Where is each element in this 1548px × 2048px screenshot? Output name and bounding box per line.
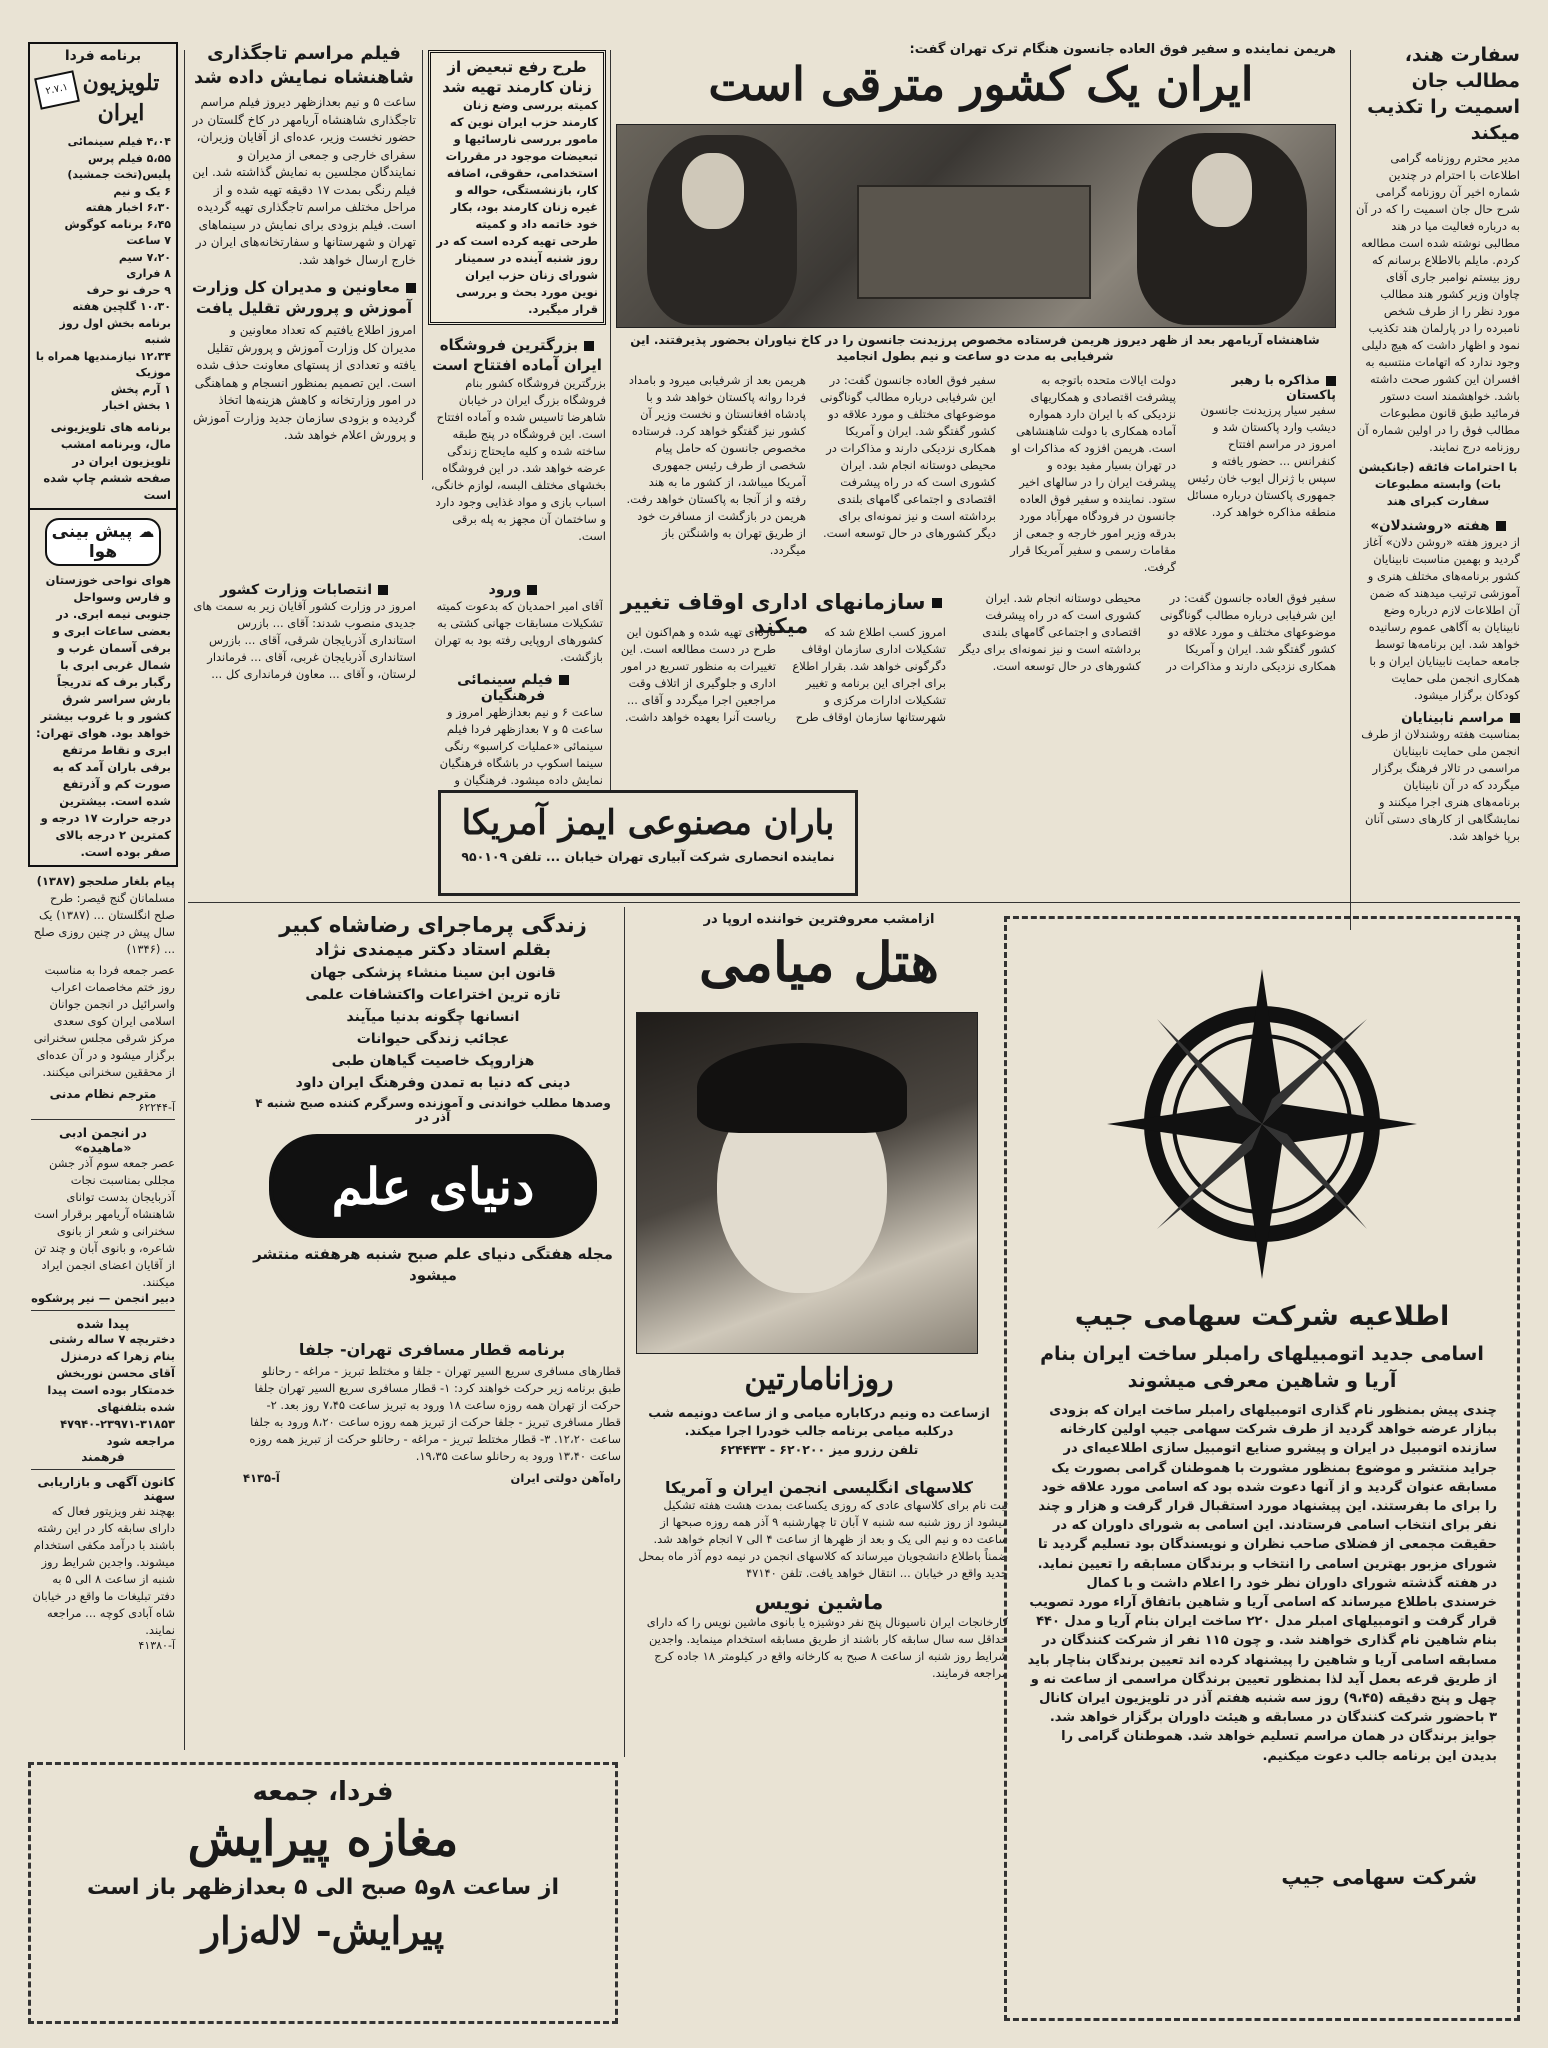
film-headline: فیلم مراسم تاجگذاری شاهنشاه نمایش داده شد bbox=[194, 43, 414, 88]
main-sub-text: سفیر سیار پرزیدنت جانسون دیشب وارد پاکستان شد و امروز در مراسم افتتاح کنفرانس ... حضور یافته و سپس با ژنرال ایوب خان رئیس جمهوری پاکستان درباره مسائل منطقه مذاکره خواهد کرد. bbox=[1186, 403, 1336, 519]
main-text-b: سفیر فوق العاده جانسون گفت: در این شرفیابی درباره مطالب گوناگونی موضوعهای مختلف و مورد علاقه دو کشور گفتگو شد. ایران و آمریکا همکاری نزدیکی دارند و مذاکرات در محیطی دوستانه انجام شد. ایران کشوری است که در راه پیشرفت اقتصادی و اجتماعی گامهای بلندی برداشته است و نیز نمونه‌ای برای دیگر کشورهای در حال توسعه است. bbox=[819, 373, 996, 540]
weather-box bbox=[28, 510, 178, 867]
blind-headline bbox=[1356, 710, 1520, 726]
tv-note: برنامه های تلویزیونی مال، وبرنامه امشب تلویزیون ایران در صفحه ششم چاپ شده است bbox=[43, 419, 171, 502]
tv-schedule-item: ۸ فراری bbox=[126, 267, 171, 280]
tv-schedule-item: ۱ بخش اخبار bbox=[102, 399, 171, 412]
science-subtitle: بقلم استاد دکتر میمندی نژاد bbox=[315, 940, 551, 960]
classified-text: بهچند نفر ویزیتور فعال که دارای سابقه کار در این رشته باشند با درآمد مکفی استخدام میشوند. واجدین شرایط روز شنبه از ساعت ۸ الی ۵ به دفتر تبلیغات ما واقع در خیابان شاه آبادی کوچه ... مراجعه نمایند. bbox=[32, 1503, 175, 1637]
main-sub-head bbox=[1186, 372, 1336, 402]
compass-logo bbox=[1097, 959, 1427, 1289]
tv-header: برنامه فردا bbox=[64, 48, 142, 64]
blind-headline-label: مراسم نابینایان bbox=[1401, 710, 1504, 726]
blind-text: بمناسبت هفته روشندلان از طرف انجمن ملی حمایت نابینایان مراسمی در تالار فرهنگ برگزار میگردد که در آن نابینایان برنامه‌های هنری اجرا میکنند و نمایشگاهی از کارهای دستی آنان برپا خواهد شد. bbox=[1361, 727, 1520, 843]
appoint-text: امروز در وزارت کشور آقایان زیر به سمت های جدیدی منصوب شدند: آقای ... بازرس استانداری آذربایجان شرقی، آقای ... بازرس استانداری آذربایجان غربی، آقای ... فرماندار لرستان، و آقای ... معاون فرمانداری کل ... bbox=[193, 599, 416, 681]
newspaper-page bbox=[28, 22, 1520, 2026]
miami-kicker: ازامشب معروفترین خواننده اروپا در bbox=[703, 912, 935, 927]
classified-title: کانون آگهی و بازاریابی سهند bbox=[37, 1474, 175, 1503]
entry-headline-label: ورود bbox=[488, 582, 522, 598]
tv-icon: ۲.۷.۱ bbox=[34, 70, 80, 110]
jeep-sign: شرکت سهامی جیپ bbox=[1281, 1865, 1477, 1889]
tv-logo: تلویزیون ایران bbox=[82, 70, 160, 126]
main-text-a: هریمن بعد از شرفیابی میرود و بامداد فردا روانه پاکستان خواهد شد و با پادشاه افغانستان و نخست وزیر آن کشور نیز گفتگو خواهد کرد. فرستاده مخصوص جانسون که حامل پیام شخصی از طرف رئیس جمهوری آمریکا میباشد، از کشور ما به هند رفته و از آنجا به پاکستان خواهد رفت. هریمن در بازگشت از مسافرت خود از طریق تهران به واشنگتن باز میگردد. bbox=[626, 373, 806, 557]
salon-line3: از ساعت ۸و۵ صبح الی ۵ بعدازظهر باز است bbox=[86, 1875, 560, 1900]
cloud-icon: ☁ bbox=[138, 521, 155, 541]
birth-title: پیام بلغار صلحجو (۱۳۸۷) bbox=[36, 873, 175, 888]
entry-text: آقای امیر احمدیان که بدعوت کمیته تشکیلات مسابقات جهانی کشتی به کشورهای اروپایی رفته بود به تهران بازگشت. bbox=[434, 599, 603, 664]
weather-text: هوای نواحی خوزستان و فارس وسواحل جنوبی نیمه ابری. در بعضی ساعات ابری و برفی آسمان غرب و شمال غربی ابری با رگبار برف که تدریجاً بارش سراسر شرق کشور و با غروب بیشتر خواهد بود. هوای تهران: ابری و نقاط مرتفع برفی باران آمد که به صورت کم و آذرتفع شده است. بیشترین درجه حرارت ۱۷ درجه و کمترین ۲ درجه بالای صفر بوده است. bbox=[36, 572, 171, 859]
tv-schedule-item: ۴،۰۴ فیلم سینمائی bbox=[67, 135, 171, 148]
salon-line2: مغازه پیرایش bbox=[187, 1811, 459, 1867]
women-box bbox=[428, 50, 606, 325]
science-line: قانون ابن سینا منشاء پزشکی جهان bbox=[310, 965, 556, 981]
film-text: ساعت ۵ و نیم بعدازظهر دیروز فیلم مراسم تاجگذاری شاهنشاه آریامهر در کاخ گلستان در حضور نخست وزیر، عده‌ای از آقایان وزیران، سفرای خارجی و جمعی از مدیران و نمایندگان مجلسین به نمایش گذاشته شد. این فیلم رنگی بمدت ۱۷ دقیقه تهیه شده و از مراحل مختلف مراسم تاجگذاری تهیه گردیده است. فیلم بزودی برای نمایش در سینماهای تهران و شهرستانها و سفارتخانه‌های ایران در خارج ارسال خواهد شد. bbox=[192, 95, 416, 267]
tv-schedule-list bbox=[35, 134, 171, 415]
rain-ad-title: باران مصنوعی ایمز آمریکا bbox=[461, 803, 835, 843]
entry-headline bbox=[423, 582, 603, 598]
deputy-headline bbox=[192, 277, 416, 319]
miami-singer: روزانامارتین bbox=[744, 1362, 894, 1397]
typist-title: ماشین نویس bbox=[754, 1590, 884, 1614]
photo-radio bbox=[857, 185, 1091, 299]
train-text: قطارهای مسافری سریع السیر تهران - جلفا و مختلط تبریز - مراغه - رحانلو طبق برنامه زیر حرکت خواهند کرد: ۱- قطار مسافری سریع السیر تهران جلفا حرکت از تهران همه روزه ساعت ۱۸ ورود به تبریز ساعت ۷،۴۵ روز بعد. ۲- قطار مسافری تبریز - جلفا حرکت از تبریز همه روزه ساعت ۸،۲۰ ورود به جلفا ساعت ۱۲،۲۰. ۳- قطار مختلط تبریز - مراغه - رحانلو حرکت از تبریز همه روزه ساعت ۱۳،۴۰ ورود به رحانلو ساعت ۱۹،۳۵. bbox=[249, 1364, 621, 1463]
tv-schedule-item: ۶ یک و نیم bbox=[113, 184, 171, 198]
jeep-text: چندی پیش بمنظور نام گذاری اتومبیلهای رامبلر ساخت ایران که بزودی ببازار عرضه خواهد گردید از طرف شرکت سهامی جیپ اولین کارخانه سازنده اتومبیل در ایران و پیشرو صنایع اتومبیل سازی اطلاعیه‌ای در جراید منتشر و موضوع بمنظور مشورت با هموطنان گرامی بصورت یک مسابقه عنوان گردید و از آنها دعوت شده بود که اسامی مورد علاقه خود را برای ما بفرستند. این پیشنهاد مورد استقبال قرار گرفت و هزار و چند نفر برای انتخاب اسامی فرستادند. این اسامی به شورای داوران که در حقیقت مجمعی از فضلای صاحب نظران و نویسندگان بود تسلیم گردید تا شورای مزبور بهترین اسامی را انتخاب و برندگان مسابقه را تعیین نماید. در هفته گذشته شورای داوران نظر خود را اعلام داشت و با کمال خرسندی باطلاع میرساند که اسامی آریا و شاهین باتفاق آراء مورد تصویب قرار گرفت و اتومبیلهای امبلر مدل ۲۲۰ ساخت ایران بنام آریا و مدل ۴۴۰ بنام شاهین نام گذاری خواهند شد. و چون ۱۱۵ نفر از شرکت کنندگان در مسابقه اسامی آریا و شاهین را پیشنهاد کرده اند تعیین برندگان بناچار باید از طریق قرعه بعمل آید لذا بمنظور تعیین برندگان مراسمی از ساعت نه و چهل و پنج دقیقه (۹،۴۵) روز سه شنبه هفتم آذر در تلویزیون ایران کانال ۳ باحضور شرکت کنندگان در مسابقه و هیئت داوران برگزار خواهد شد. جوایز برندگان در همان مراسم تسلیم خواهد شد. هموطنان گرامی را بدیدن این برنامه جالب دعوت میکنیم. bbox=[1027, 1403, 1497, 1764]
found-title: پیدا شده bbox=[76, 1315, 130, 1331]
rain-ad-subtitle: نماینده انحصاری شرکت آبیاری تهران خیابان ... تلفن ۹۵۰۱۰۹ bbox=[461, 849, 835, 864]
classified-code: آ-۴۱۳۸۰ bbox=[138, 1638, 175, 1652]
birth-paragraph: عصر جمعه فردا به مناسبت روز ختم مخاصمات اعراب واسرائیل در انجمن جوانان اسلامی ایران کوی سعدی مرکز شرقی مجلس سخنرانی برگزار میشود و در آن عده‌ای از محققین سخنرانی میکنند. bbox=[33, 962, 175, 1079]
main-caption: شاهنشاه آریامهر بعد از ظهر دیروز هریمن فرستاده مخصوص پرزیدنت جانسون را در کاخ نیاوران بحضور پذیرفتند. این شرفیابی به مدت دو ساعت و نیم بطول انجامید bbox=[630, 333, 1320, 363]
science-line: عجائب زندگی حیوانات bbox=[356, 1031, 510, 1047]
train-footer bbox=[243, 1471, 621, 1485]
tv-schedule-item: ۵،۵۵ فیلم پرس پلیس(تخت جمشید) bbox=[67, 151, 171, 181]
jeep-ad bbox=[1004, 916, 1520, 2021]
found-sign: فرهمند bbox=[81, 1449, 125, 1464]
tv-box bbox=[28, 42, 178, 510]
jeep-title: اطلاعیه شرکت سهامی جیپ bbox=[1074, 1301, 1450, 1332]
translator-code: آ-۶۲۲۴۴ bbox=[138, 1100, 175, 1114]
science-logo: دنیای علم bbox=[331, 1156, 535, 1216]
salon-line1: فردا، جمعه bbox=[252, 1777, 394, 1807]
science-ad bbox=[248, 912, 618, 1332]
train-code: آ-۴۱۳۵ bbox=[243, 1471, 280, 1485]
photo-face-left bbox=[682, 153, 744, 229]
week-headline-label: هفته «روشندلان» bbox=[1370, 518, 1490, 534]
women-headline: طرح رفع تبعیض از زنان کارمند تهیه شد bbox=[442, 58, 592, 96]
women-text: کمیته بررسی وضع زنان کارمند حزب ایران نوین که مامور بررسی نارسائیها و تبعیضات موجود در مقررات استخدامی، حقوقی، اضافه کار، بازنشستگی، حواله و غیره زنان کارمند بود، بکار خود خاتمه داد و کمیته طرحی تهیه کرده است که در روز شنبه آینده در سمینار شورای زنان حزب ایران نوین مورد بحث و بررسی قرار میگیرد. bbox=[436, 98, 598, 316]
column-2c bbox=[423, 582, 603, 787]
train-schedule bbox=[243, 1340, 621, 1760]
miami-title: هتل میامی bbox=[698, 930, 940, 994]
english-text: ثبت نام برای کلاسهای عادی که روزی یکساعت بمدت هشت هفته تشکیل میشود از روز شنبه سه شنبه ۷ آبان تا چهارشنبه ۹ آذر همه روزه صبحها از ساعت ده و نیم الی یک و بعد از ظهرها از ساعت ۴ الی ۷ انجام خواهد شد. ضمناً باطلاع دانشجویان میرساند که کلاسهای انجمن در نیمه دوم آذر ماه بمحل جدید واقع در خیابان ... انتقال خواهد یافت. تلفن ۴۷۱۴۰ bbox=[638, 1498, 1008, 1580]
left-column bbox=[28, 42, 178, 1742]
appoint-headline bbox=[192, 582, 416, 598]
science-lines bbox=[248, 962, 618, 1094]
main-photo bbox=[616, 124, 1336, 328]
science-line: هزاروپک خاصیت گیاهان طبی bbox=[331, 1053, 535, 1069]
deputy-text: امروز اطلاع یافتیم که تعداد معاونین و مدیران کل وزارت آموزش و پرورش تقلیل یافته و تعدادی از پستهای معاونت حذف شده است. این تصمیم بمنظور انسجام و هماهنگی در امور وزارتخانه و کاهش هزینه‌ها اتخاذ گردیده و بزودی سازمان جدید وزارت آموزش و پرورش اعلام خواهد شد. bbox=[193, 323, 416, 442]
science-line: دینی که دنیا به تمدن وفرهنگ ایران داود bbox=[295, 1075, 571, 1091]
science-logo-box bbox=[269, 1134, 597, 1238]
tv-schedule-item: ۱۰،۳۰ گلچین هفته bbox=[72, 300, 171, 313]
main-headline: ایران یک کشور مترقی است bbox=[708, 57, 1254, 111]
main-story bbox=[616, 42, 1346, 582]
science-line: تازه ترین اختراعات واکتشافات علمی bbox=[305, 987, 561, 1003]
india-headline: سفارت هند، مطالب جان اسمیت را تکذیب میکند bbox=[1367, 44, 1520, 144]
weather-title bbox=[45, 518, 161, 566]
store-headline-label: بزرگترین فروشگاه ایران آماده افتتاح است bbox=[432, 336, 602, 374]
photo-face-right bbox=[1192, 153, 1252, 227]
store-headline bbox=[428, 335, 606, 375]
science-title: زندگی پرماجرای رضاشاه کبیر bbox=[279, 913, 587, 937]
salon-ad bbox=[28, 1762, 618, 2024]
film2-headline-label: فیلم سینمائی فرهنگیان bbox=[457, 672, 553, 704]
tv-schedule-item: برنامه بخش اول روز شنبه bbox=[59, 316, 171, 346]
right-column bbox=[1356, 42, 1520, 942]
translator: مترجم نظام مدنی bbox=[49, 1086, 157, 1101]
miami-ad bbox=[630, 912, 1008, 1472]
tv-schedule-item: ۷،۲۰ سیم bbox=[118, 250, 171, 264]
office-text: امروز کسب اطلاع شد که تشکیلات اداری سازمان اوقاف دگرگونی خواهد شد. بقرار اطلاع برای اجرای این برنامه و تغییر تشکیلات ادارات مرکزی و شهرستانها سازمان اوقاف طرح تازه‌ای تهیه شده و هم‌اکنون این طرح در دست مطالعه است. این تغییرات به منظور تسریع در امور اداری و جلوگیری از اتلاف وقت مراجعین اجرا میگردد و آقای ... ریاست آنرا بعهده خواهد داشت. bbox=[620, 625, 946, 724]
tv-schedule-item: ۶،۳۰ اخبار هفته bbox=[85, 201, 171, 214]
left-column-news bbox=[28, 867, 178, 1652]
main-text-c: دولت ایالات متحده باتوجه به پیشرفت اقتصادی و همکاریهای نزدیکی که با ایران دارد همواره آماده همکاری با دولت شاهنشاهی است. هریمن افزود که مذاکرات او در تهران بسیار مفید بوده و پیشرفت ایران را در سالهای اخیر ستود. نماینده و سفیر فوق العاده جانسون در فرودگاه مهرآباد مورد بدرقه وزیر امور خارجه و جمعی از مقامات رسمی و سفیر آمریکا قرار گرفت. bbox=[1010, 373, 1176, 574]
train-title: برنامه قطار مسافری تهران- جلفا bbox=[298, 1340, 566, 1359]
science-tagline: مجله هفتگی دنیای علم صبح شنبه هرهفته منتشر میشود bbox=[253, 1245, 613, 1284]
train-sign: راه‌آهن دولتی ایران bbox=[510, 1471, 621, 1485]
india-sign: با احترامات فائقه (جانکیشن بات) وابسته مطبوعات سفارت کبرای هند bbox=[1358, 460, 1518, 508]
deputy-headline-label: معاونین و مدیران کل وزارت آموزش و پرورش تقلیل یافت bbox=[192, 278, 413, 317]
store-text: بزرگترین فروشگاه کشور بنام فروشگاه بزرگ ایران در خیابان شاهرضا تاسیس شده و آماده افتتاح است. این فروشگاه در پنج طبقه ساخته شده و کلیه مایحتاج زندگی عرضه خواهد شد. در این فروشگاه بخشهای مختلف البسه، لوازم خانگی، اسباب بازی و مواد غذایی وجود دارد و ساختمان آن مجهز به پله برقی است. bbox=[430, 376, 606, 543]
week-text: از دیروز هفته «روشن دلان» آغاز گردید و بهمین مناسبت نابینایان کشور برنامه‌های مختلف هنری و آموزشی ترتیب میدهند که ضمن آن اطلاعات لازم درباره وضع نابینایان به آگاهی عموم رسانیده خواهد شد. این برنامه‌ها توسط جامعه حمایت نابینایان ایران و با همکاری انجمن ملی حمایت کودکان برگزار میشود. bbox=[1363, 535, 1520, 702]
typist-text: کارخانجات ایران ناسیونال پنج نفر دوشیزه یا بانوی ماشین نویس را که دارای حداقل سه سال سابقه کار باشند از طریق مسابقه استخدام مینماید. واجدین شرایط روز شنبه از ساعت ۸ صبح به کارخانه واقع در کیلومتر ۱۸ جاده کرج مراجعه فرمایند. bbox=[646, 1615, 1008, 1680]
main-continue: سفیر فوق العاده جانسون گفت: در این شرفیابی درباره مطالب گوناگونی موضوعهای مختلف و مورد علاقه دو کشور گفتگو شد. ایران و آمریکا همکاری نزدیکی دارند و مذاکرات در محیطی دوستانه انجام شد. ایران کشوری است که در راه پیشرفت اقتصادی و اجتماعی گامهای بلندی برداشته است و نیز نمونه‌ای برای دیگر کشورهای در حال توسعه است. bbox=[959, 591, 1336, 673]
film2-headline bbox=[423, 672, 603, 704]
salon-line4: پیرایش- لاله‌زار bbox=[201, 1908, 445, 1953]
week-headline bbox=[1356, 518, 1520, 534]
assoc-text: عصر جمعه سوم آذر جشن مجللی بمناسبت نجات آذربایجان بدست توانای شاهنشاه آریامهر برقرار است سخنرانی و شعر از بانوی شاعره، و بانوی آبان و چند تن از آقایان اعضای انجمن ایراد میکنند. bbox=[34, 1155, 175, 1289]
tv-schedule-item: ۷ ساعت bbox=[126, 234, 171, 247]
tv-schedule-item: ۱ آرم پخش bbox=[110, 382, 171, 396]
science-line: انسانها چگونه بدنیا میآیند bbox=[346, 1009, 520, 1025]
assoc-sign: دبیر انجمن — نیر پرشکوه bbox=[31, 1290, 175, 1305]
miami-phone: تلفن رزرو میز ۶۲۰۲۰۰ - ۶۲۴۴۳۳ bbox=[719, 1442, 919, 1457]
birth-text: مسلمانان گنج قیصر: طرح صلح انگلستان ... (۱۳۸۷) یک سال پیش در چنین روزی صلح ... (۱۳۴۶) bbox=[33, 890, 175, 956]
tv-logo-box bbox=[35, 64, 171, 134]
india-text: مدیر محترم روزنامه گرامی اطلاعات با احترام در چندین شماره اخیر آن روزنامه گرامی شرح حال جان اسمیت را که در آن به درباره فعالیت میا در هند مطالبی نوشته شده است مطالعه کردم. مایلم بالاطلاع برسانم که روز بیستم نوامبر جاری آقای چاوان وزیر کشور هند مطالب مورد نظر را از طرف شخص نامبرده را در پارلمان هند تکذیب نمود و اظهار داشت که هیچ دلیلی وجود ندارد که اتهامات منتسبه به افسران این کشور صحت داشته باشد. خواهشمند است دستور فرمائید طبق قانون مطبوعات مطالب فوق را در اولین شماره آن روزنامه درج نمایند. bbox=[1356, 151, 1520, 454]
office-headline-label: سازمانهای اداری اوقاف تغییر میکند bbox=[620, 590, 926, 638]
found-text: دختربچه ۷ ساله رشتی بنام زهرا که درمنزل آقای محسن نوربخش خدمتکار بوده است پیدا شده بتلفنهای ۳۱۸۵۳-۲۳۹۷۱-۴۷۹۴۰ مراجعه شود bbox=[47, 1331, 175, 1448]
rain-ad bbox=[438, 790, 858, 896]
assoc-title: در انجمن ادبی «ماهیده» bbox=[59, 1124, 147, 1155]
singer-hair bbox=[697, 1043, 907, 1133]
jeep-subtitle: اسامی جدید اتومبیلهای رامبلر ساخت ایران بنام آریا و شاهین معرفی میشوند bbox=[1040, 1343, 1484, 1392]
main-sub-head-label: مذاکره با رهبر پاکستان bbox=[1231, 372, 1336, 402]
singer-photo bbox=[636, 1012, 978, 1354]
column-3 bbox=[428, 50, 606, 570]
tv-schedule-item: ۶،۴۵ برنامه کوگوش bbox=[64, 217, 171, 231]
science-footer: وصدها مطلب خواندنی و آموزنده وسرگرم کننده صبح شنبه ۴ آذر در bbox=[255, 1096, 611, 1124]
appoint-headline-label: انتصابات وزارت کشور bbox=[219, 582, 373, 598]
main-kicker: هریمن نماینده و سفیر فوق العاده جانسون هنگام ترک تهران گفت: bbox=[909, 42, 1336, 57]
tv-schedule-item: ۱۲،۳۴ نیازمندیها همراه با موزیک bbox=[35, 349, 171, 379]
weather-title-label: پیش بینی هوا bbox=[51, 521, 133, 562]
tv-schedule-item: ۹ حرف نو حرف bbox=[86, 283, 171, 297]
film2-text: ساعت ۶ و نیم بعدازظهر امروز و ساعت ۵ و ۷ بعدازظهر فردا فیلم سینمائی «عملیات کراسبو» رنگی سینما اسکوپ در باشگاه فرهنگیان نمایش داده میشود. فرهنگیان و bbox=[439, 705, 603, 787]
miami-text: ازساعت ده ونیم درکاباره میامی و از ساعت دونیمه شب درکلبه میامی برنامه جالب خودرا اجرا میکند. bbox=[648, 1405, 990, 1438]
english-title: کلاسهای انگلیسی انجمن ایران و آمریکا bbox=[665, 1478, 973, 1497]
english-class bbox=[630, 1478, 1008, 1778]
column-2b bbox=[192, 582, 416, 787]
main-sub bbox=[1186, 372, 1336, 582]
